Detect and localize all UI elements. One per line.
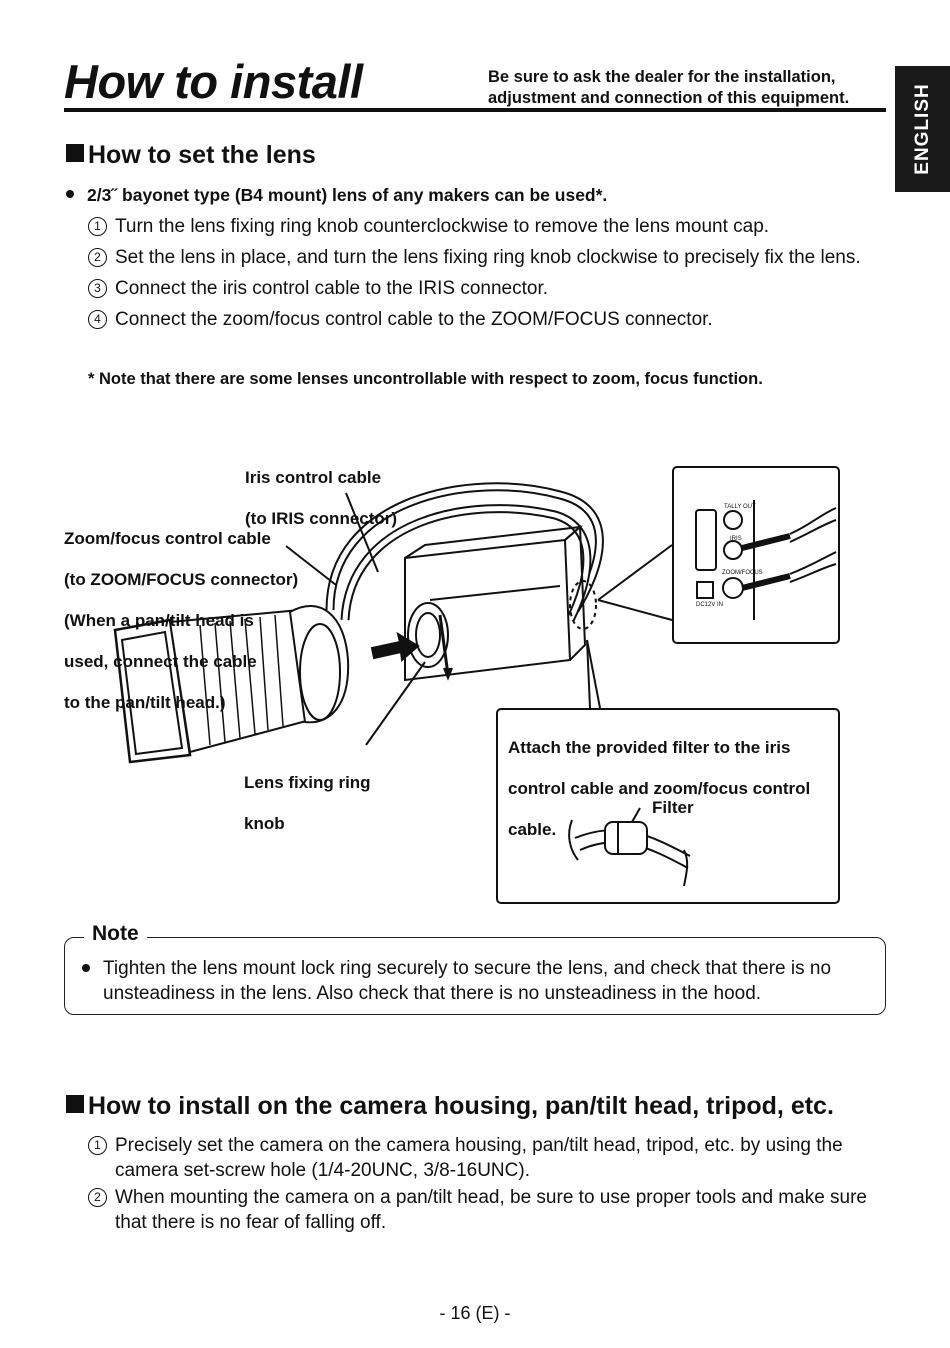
- install-step-text: Precisely set the camera on the camera housing, pan/tilt head, tripod, etc. by using the camera set-screw hole (1/4-20UNC, 3/8-16UNC).: [115, 1135, 843, 1181]
- header-note-line-1: Be sure to ask the dealer for the installation,: [488, 68, 836, 86]
- install-section-heading: [66, 1091, 834, 1121]
- zoom-cable-label-line: (When a pan/tilt head is: [64, 610, 254, 630]
- dc-in-label: DC12V IN: [696, 602, 724, 608]
- install-step-text: When mounting the camera on a pan/tilt head, be sure to use proper tools and make sure that there is no fear of falling off.: [115, 1187, 868, 1233]
- tally-out-label: TALLY OUT: [724, 504, 756, 510]
- page-title: How to install: [64, 55, 363, 108]
- note-label: Note: [84, 922, 147, 946]
- install-section-heading-text: How to install on the camera housing, pan/tilt head, tripod, etc.: [88, 1092, 834, 1120]
- step-number-icon: 2: [88, 248, 107, 267]
- lens-step-text: Connect the iris control cable to the IRIS connector.: [115, 278, 549, 299]
- install-step: [88, 1133, 878, 1183]
- iris-connector-label: IRIS: [730, 536, 742, 542]
- bullet-dot-icon: [82, 964, 90, 972]
- zoom-cable-label: [64, 508, 298, 734]
- install-steps: [88, 1133, 878, 1235]
- lens-knob-label-line: knob: [244, 813, 285, 833]
- lens-step-text: Connect the zoom/focus control cable to the ZOOM/FOCUS connector.: [115, 309, 713, 330]
- note-item: [82, 956, 872, 1006]
- step-number-icon: 1: [88, 217, 107, 236]
- language-tab-label: ENGLISH: [911, 83, 933, 175]
- filter-instruction-line: Attach the provided filter to the iris: [508, 737, 791, 757]
- step-number-icon: 2: [88, 1188, 107, 1207]
- header-note-line-2: adjustment and connection of this equipment.: [488, 89, 850, 107]
- iris-cable-label-line: (to IRIS connector): [245, 508, 398, 528]
- lens-section-heading-text: How to set the lens: [88, 141, 316, 169]
- lens-knob-label: [244, 752, 371, 855]
- zoom-cable-label-line: (to ZOOM/FOCUS connector): [64, 569, 299, 589]
- lens-compat-text: 2/3˝ bayonet type (B4 mount) lens of any makers can be used*.: [87, 185, 608, 205]
- filter-instruction-line: control cable and zoom/focus control: [508, 778, 811, 798]
- filter-instruction-box: [496, 708, 840, 904]
- lens-step-text: Set the lens in place, and turn the lens fixing ring knob clockwise to precisely fix the lens.: [115, 247, 861, 268]
- iris-cable-label-line: Iris control cable: [245, 467, 382, 487]
- step-number-icon: 1: [88, 1136, 107, 1155]
- square-bullet-icon: [66, 1095, 84, 1113]
- zoom-cable-label-line: Zoom/focus control cable: [64, 528, 271, 548]
- step-number-icon: 4: [88, 310, 107, 329]
- filter-instruction: [508, 717, 833, 861]
- zoom-cable-label-line: used, connect the cable: [64, 651, 257, 671]
- install-step: [88, 1185, 878, 1235]
- zoom-focus-connector-label: ZOOM/FOCUS: [722, 570, 763, 576]
- note-text: Tighten the lens mount lock ring securely to secure the lens, and check that there is no unsteadiness in the lens. Also check that there is no unsteadiness in the hood.: [103, 958, 832, 1004]
- filter-instruction-line: cable.: [508, 819, 557, 839]
- lens-knob-label-line: Lens fixing ring: [244, 772, 371, 792]
- step-number-icon: 3: [88, 279, 107, 298]
- zoom-cable-label-line: to the pan/tilt head.): [64, 692, 226, 712]
- page-number: - 16 (E) -: [439, 1303, 511, 1323]
- lens-step-text: Turn the lens fixing ring knob counterclockwise to remove the lens mount cap.: [115, 216, 770, 237]
- lens-footnote: * Note that there are some lenses uncontrollable with respect to zoom, focus function.: [88, 370, 763, 388]
- connector-panel-inset: [672, 466, 840, 644]
- filter-label: Filter: [652, 798, 694, 817]
